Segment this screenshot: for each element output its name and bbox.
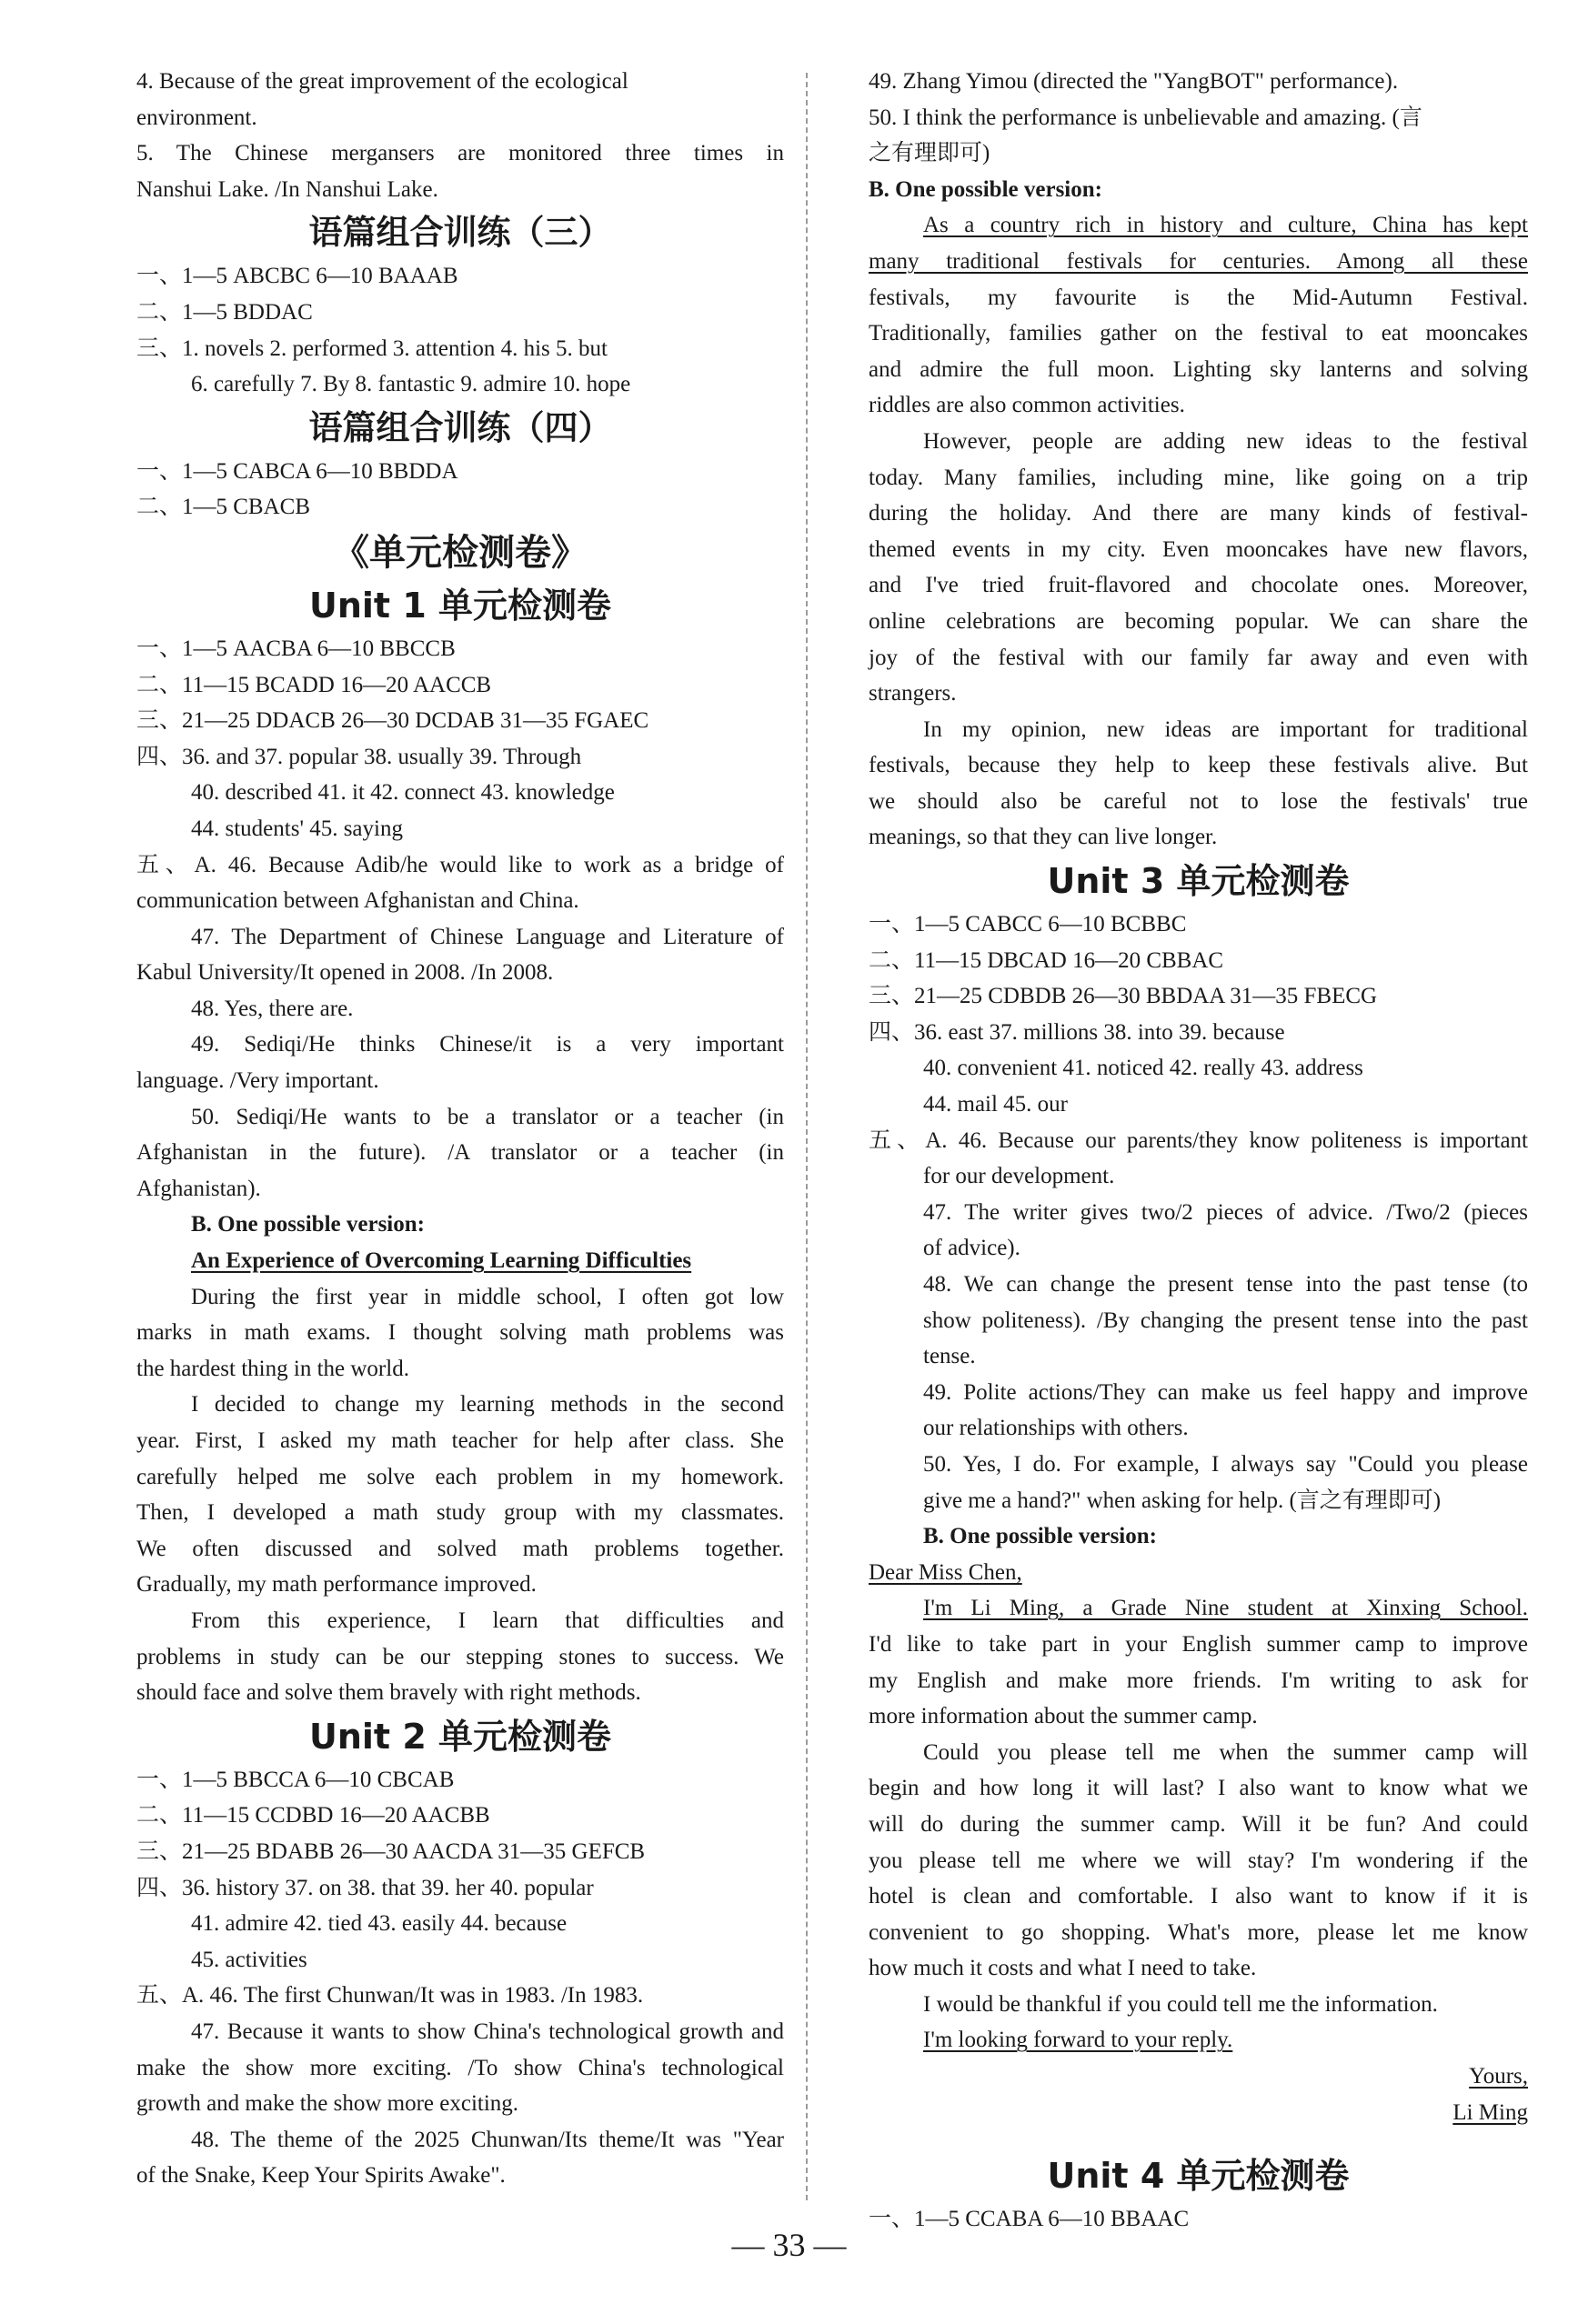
text-line: I would be thankful if you could tell me the information. (923, 1991, 1438, 2017)
right-column (869, 64, 1528, 2238)
text-line: today. Many families, including mine, like going on a trip (869, 465, 1528, 490)
text-line: the hardest thing in the world. (136, 1356, 409, 1381)
text-line: 五、A. 46. The first Chunwan/It was in 1983. /In 1983. (136, 1983, 644, 2008)
text-line: 五、A. 46. Because Adib/he would like to work as a bridge of (136, 852, 784, 877)
text-line: of advice). (923, 1236, 1020, 1261)
text-line: show politeness). /By changing the present tense into the past (923, 1307, 1528, 1333)
text-line: 一、1—5 BBCCA 6—10 CBCAB (136, 1767, 455, 1792)
text-line: and I've tried fruit-flavored and chocolate ones. Moreover, (869, 573, 1528, 598)
section-heading: Unit 4 单元检测卷 (1047, 2156, 1350, 2197)
section-heading: Unit 2 单元检测卷 (309, 1716, 611, 1757)
text-line: 50. Sediqi/He wants to be a translator or a teacher (in (191, 1104, 784, 1129)
text-line: Dear Miss Chen, (869, 1559, 1022, 1585)
text-line: Gradually, my math performance improved. (136, 1572, 537, 1598)
text-line: 41. admire 42. tied 43. easily 44. because (191, 1911, 568, 1937)
text-line: As a country rich in history and culture, China has kept (923, 213, 1528, 238)
page-number: — 33 — (731, 2227, 847, 2263)
text-line: how much it costs and what I need to take. (869, 1956, 1257, 1981)
text-line: Nanshui Lake. /In Nanshui Lake. (136, 176, 438, 202)
section-heading: 语篇组合训练（三） (308, 213, 612, 253)
text-line: will do during the summer camp. Will it be fun? And could (869, 1811, 1528, 1837)
text-line: meanings, so that they can live longer. (869, 825, 1218, 850)
text-line: B. One possible version: (923, 1524, 1157, 1549)
text-line: communication between Afghanistan and China. (136, 888, 579, 914)
text-line: begin and how long it will last? I also want to know what we (869, 1776, 1528, 1801)
text-line: 二、1—5 CBACB (136, 495, 311, 520)
text-line: 44. students' 45. saying (191, 816, 403, 841)
text-line: 5. The Chinese mergansers are monitored three times in (136, 141, 784, 166)
text-line: we should also be careful not to lose the festivals' true (869, 788, 1528, 814)
text-line: should face and solve them bravely with right methods. (136, 1680, 641, 1706)
section-heading: Unit 1 单元检测卷 (309, 585, 611, 626)
text-line: 五、A. 46. Because our parents/they know politeness is important (869, 1127, 1528, 1153)
text-line: 40. described 41. it 42. connect 43. knowledge (191, 780, 615, 806)
text-line: 二、11—15 DBCAD 16—20 CBBAC (869, 947, 1224, 973)
text-line: themed events in my city. Even mooncakes have new flavors, (869, 536, 1528, 562)
text-line: An Experience of Overcoming Learning Difficulties (191, 1248, 692, 1274)
text-line: I'd like to take part in your English summer camp to improve (869, 1631, 1528, 1657)
text-line: Kabul University/It opened in 2008. /In 2008. (136, 960, 554, 986)
text-line: joy of the festival with our family far away and even with (869, 645, 1528, 670)
text-line: riddles are also common activities. (869, 393, 1185, 418)
text-line: Traditionally, families gather on the festival to eat mooncakes (869, 321, 1528, 346)
section-heading: Unit 3 单元检测卷 (1047, 861, 1350, 902)
text-line: 48. The theme of the 2025 Chunwan/Its theme/It was "Year (191, 2127, 784, 2152)
text-line: make the show more exciting. /To show China's technological (136, 2055, 784, 2080)
text-line: 48. Yes, there are. (191, 996, 354, 1021)
text-line: festivals, my favourite is the Mid-Autumn Festival. (869, 285, 1528, 310)
text-line: Then, I developed a math study group with my classmates. (136, 1500, 784, 1526)
text-line: 一、1—5 CCABA 6—10 BBAAC (869, 2207, 1190, 2232)
text-line: We often discussed and solved math problems together. (136, 1536, 784, 1561)
text-line: B. One possible version: (191, 1212, 425, 1237)
text-line: growth and make the show more exciting. (136, 2091, 519, 2117)
text-line: more information about the summer camp. (869, 1704, 1258, 1729)
text-line: 之有理即可) (869, 141, 990, 166)
text-line: 6. carefully 7. By 8. fantastic 9. admire 10. hope (191, 372, 631, 397)
text-line: you please tell me where we will stay? I'm wondering if the (869, 1848, 1528, 1873)
spacer (869, 2130, 1528, 2150)
text-line: 三、21—25 BDABB 26—30 AACDA 31—35 GEFCB (136, 1838, 646, 1864)
text-line: During the first year in middle school, I often got low (191, 1284, 784, 1309)
text-line: 二、11—15 CCDBD 16—20 AACBB (136, 1803, 490, 1828)
text-line: 三、1. novels 2. performed 3. attention 4. his 5. but (136, 336, 608, 361)
text-line: In my opinion, new ideas are important for traditional (923, 716, 1528, 742)
text-line: my English and make more friends. I'm writing to ask for (869, 1668, 1528, 1693)
text-line: Li Ming (1452, 2099, 1528, 2125)
text-line: 一、1—5 AACBA 6—10 BBCCB (136, 636, 456, 661)
text-line: year. First, I asked my math teacher for help after class. She (136, 1428, 784, 1453)
text-line: I'm looking forward to your reply. (923, 2028, 1233, 2053)
text-line: and admire the full moon. Lighting sky lanterns and solving (869, 356, 1528, 382)
text-line: 一、1—5 CABCC 6—10 BCBBC (869, 912, 1187, 937)
text-line: online celebrations are becoming popular. We can share the (869, 608, 1528, 634)
text-line: 47. The Department of Chinese Language and Literature of (191, 924, 784, 949)
section-heading: 语篇组合训练（四） (308, 407, 612, 447)
text-line: for our development. (923, 1164, 1115, 1189)
text-line: problems in study can be our stepping stones to success. We (136, 1644, 784, 1669)
text-line: marks in math exams. I thought solving math problems was (136, 1320, 784, 1346)
text-line: 三、21—25 CDBDB 26—30 BBDAA 31—35 FBECG (869, 984, 1378, 1009)
text-line: 47. The writer gives two/2 pieces of advice. /Two/2 (pieces (923, 1199, 1528, 1225)
text-line: Afghanistan in the future). /A translator or a teacher (in (136, 1140, 784, 1166)
text-line: our relationships with others. (923, 1416, 1189, 1441)
text-line: 三、21—25 DDACB 26—30 DCDAB 31—35 FGAEC (136, 708, 649, 734)
text-line: many traditional festivals for centuries. Among all these (869, 248, 1528, 274)
text-line: 45. activities (191, 1947, 307, 1972)
section-heading: 《单元检测卷》 (333, 531, 588, 574)
text-line: Afghanistan). (136, 1176, 261, 1201)
text-line: strangers. (869, 681, 957, 706)
text-line: 一、1—5 CABCA 6—10 BBDDA (136, 458, 458, 484)
text-line: 50. I think the performance is unbelievable and amazing. (言 (869, 105, 1422, 130)
text-line: 四、36. and 37. popular 38. usually 39. Through (136, 744, 582, 769)
text-line: From this experience, I learn that difficulties and (191, 1608, 784, 1633)
text-line: 48. We can change the present tense into the past tense (to (923, 1272, 1528, 1297)
text-line: language. /Very important. (136, 1068, 379, 1094)
text-line: 二、11—15 BCADD 16—20 AACCB (136, 672, 492, 697)
text-line: 49. Polite actions/They can make us feel happy and improve (923, 1379, 1528, 1405)
text-line: 49. Sediqi/He thinks Chinese/it is a very important (191, 1032, 784, 1057)
text-line: 44. mail 45. our (923, 1092, 1069, 1117)
text-line: festivals, because they help to keep these festivals alive. But (869, 753, 1528, 778)
text-line: B. One possible version: (869, 176, 1102, 202)
text-line: 49. Zhang Yimou (directed the "YangBOT" performance). (869, 69, 1399, 94)
text-line: 四、36. east 37. millions 38. into 39. because (869, 1019, 1285, 1045)
column-divider (806, 73, 808, 2200)
text-line: give me a hand?" when asking for help. (言之有理即可) (923, 1488, 1442, 1513)
text-line: Could you please tell me when the summer camp will (923, 1739, 1528, 1765)
text-line: environment. (136, 105, 257, 130)
text-line: during the holiday. And there are many kinds of festival- (869, 501, 1528, 526)
text-line: I'm Li Ming, a Grade Nine student at Xinxing School. (923, 1596, 1528, 1621)
text-line: Yours, (1469, 2064, 1528, 2089)
text-line: carefully helped me solve each problem in my homework. (136, 1464, 784, 1489)
text-line: However, people are adding new ideas to the festival (923, 428, 1528, 454)
text-line: 二、1—5 BDDAC (136, 299, 313, 325)
text-line: 47. Because it wants to show China's technological growth and (191, 2018, 784, 2044)
text-line: 一、1—5 ABCBC 6—10 BAAAB (136, 264, 458, 289)
text-line: hotel is clean and comfortable. I also want to know if it is (869, 1884, 1528, 1909)
text-line: I decided to change my learning methods in the second (191, 1392, 784, 1417)
text-line: of the Snake, Keep Your Spirits Awake". (136, 2163, 506, 2189)
text-line: 50. Yes, I do. For example, I always say "Could you please (923, 1451, 1528, 1477)
text-line: 四、36. history 37. on 38. that 39. her 40. popular (136, 1875, 594, 1900)
text-line: tense. (923, 1344, 976, 1369)
text-line: 40. convenient 41. noticed 42. really 43. address (923, 1056, 1363, 1081)
left-column (136, 64, 784, 2194)
text-line: convenient to go shopping. What's more, please let me know (869, 1919, 1528, 1945)
text-line: 4. Because of the great improvement of the ecological (136, 69, 628, 94)
